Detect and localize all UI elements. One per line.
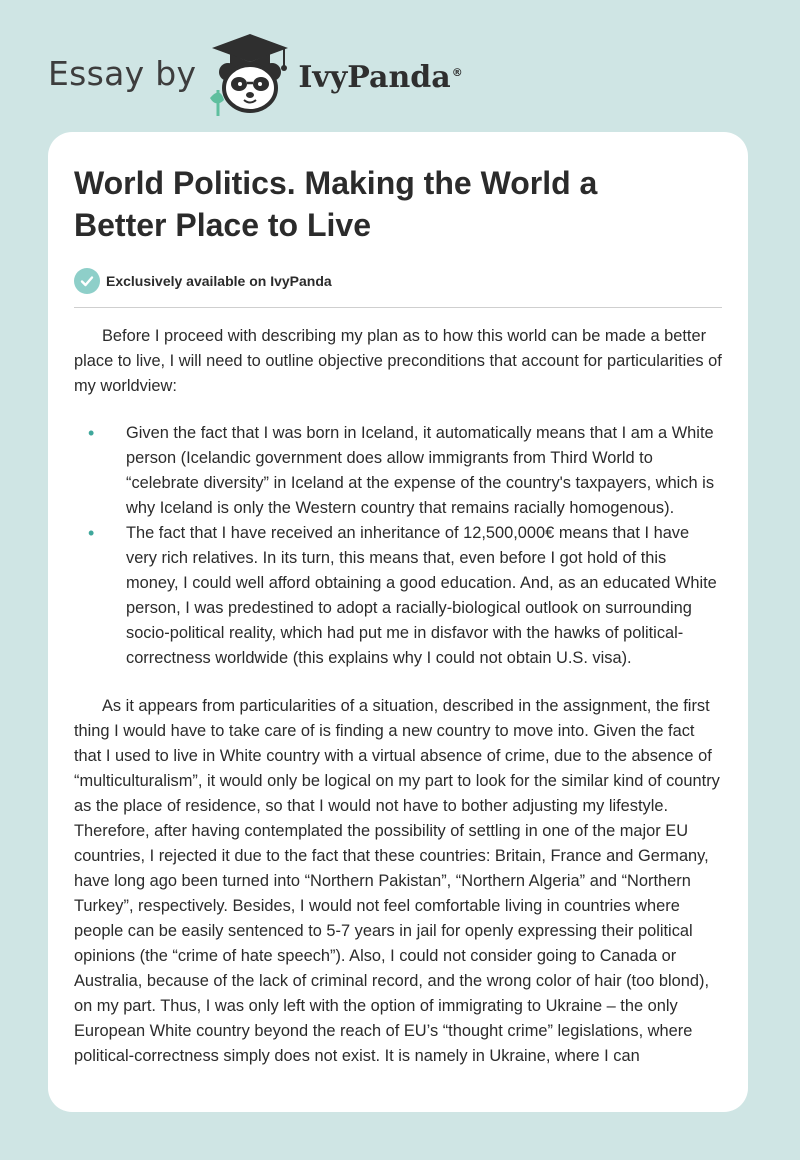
intro-paragraph: Before I proceed with describing my plan as to how this world can be made a better place to live, I will need to outline objective preconditions that account for particularities of my worldview: <box>74 327 722 395</box>
bullet-icon: • <box>88 423 95 443</box>
body-paragraph: As it appears from particularities of a situation, described in the assignment, the first thing I would have to take care of is finding a new country to move into. Given the fact that I used to live in White country with a virtual absence of crime, due to the absence of “multiculturalism”, it would only be logical on my part to look for the similar kind of country as the place of residence, so that I would not have to bother adjusting my lifestyle. Therefore, after having contemplated the possibility of settling in one of the major EU countries, I rejected it due to the fact that these countries: Britain, France and Germany, have long ago been turned into “Northern Pakistan”, “Northern Algeria” and “Northern Turkey”, respectively. Besides, I would not feel comfortable living in countries where people can be easily sentenced to 5-7 years in jail for openly expressing their political opinions (the “crime of hate speech”). Also, I could not consider going to Canada or Australia, because of the lack of criminal record, and the wrong color of hair (too blond), on my part. Thus, I was only left with the option of immigrating to Ukraine – the only European White country beyond the reach of EU’s “thought crime” legislations, where political-correctness simply does not exist. It is namely in Ukraine, where I can <box>74 697 720 1065</box>
essay-by-label: Essay by <box>48 53 197 93</box>
essay-body <box>74 324 722 1069</box>
site-brand[interactable] <box>48 28 463 118</box>
panda-logo-icon <box>204 28 296 118</box>
list-item-text: Given the fact that I was born in Iceland, it automatically means that I am a White person (Icelandic government does allow immigrants from Third World to “celebrate diversity” in Iceland at the expense of the country's taxpayers, which is why Iceland is only the Western country that remains racially homogenous). <box>126 424 715 517</box>
brand-name: IvyPanda® <box>298 59 463 95</box>
bullet-icon: • <box>88 523 95 543</box>
essay-title <box>74 162 722 246</box>
list-item <box>88 421 722 521</box>
list-item <box>88 521 722 671</box>
registered-mark: ® <box>451 65 463 79</box>
essay-title-line-2: Better Place to Live <box>74 207 371 243</box>
exclusive-label: Exclusively available on IvyPanda <box>106 273 332 289</box>
exclusive-badge <box>74 268 722 294</box>
preconditions-list <box>74 421 722 671</box>
list-item-text: The fact that I have received an inheritance of 12,500,000€ means that I have very rich relatives. In its turn, this means that, even before I got hold of this money, I could well afford obtaining a good education. And, as an educated White person, I was predestined to adopt a racially-biological outlook on surrounding socio-political reality, which had put me in disfavor with the hawks of political-correctness worldwide (this explains why I could not obtain U.S. visa). <box>126 524 717 667</box>
essay-card <box>48 132 748 1112</box>
essay-title-line-1: World Politics. Making the World a <box>74 165 598 201</box>
check-icon <box>74 268 100 294</box>
divider <box>74 307 722 308</box>
